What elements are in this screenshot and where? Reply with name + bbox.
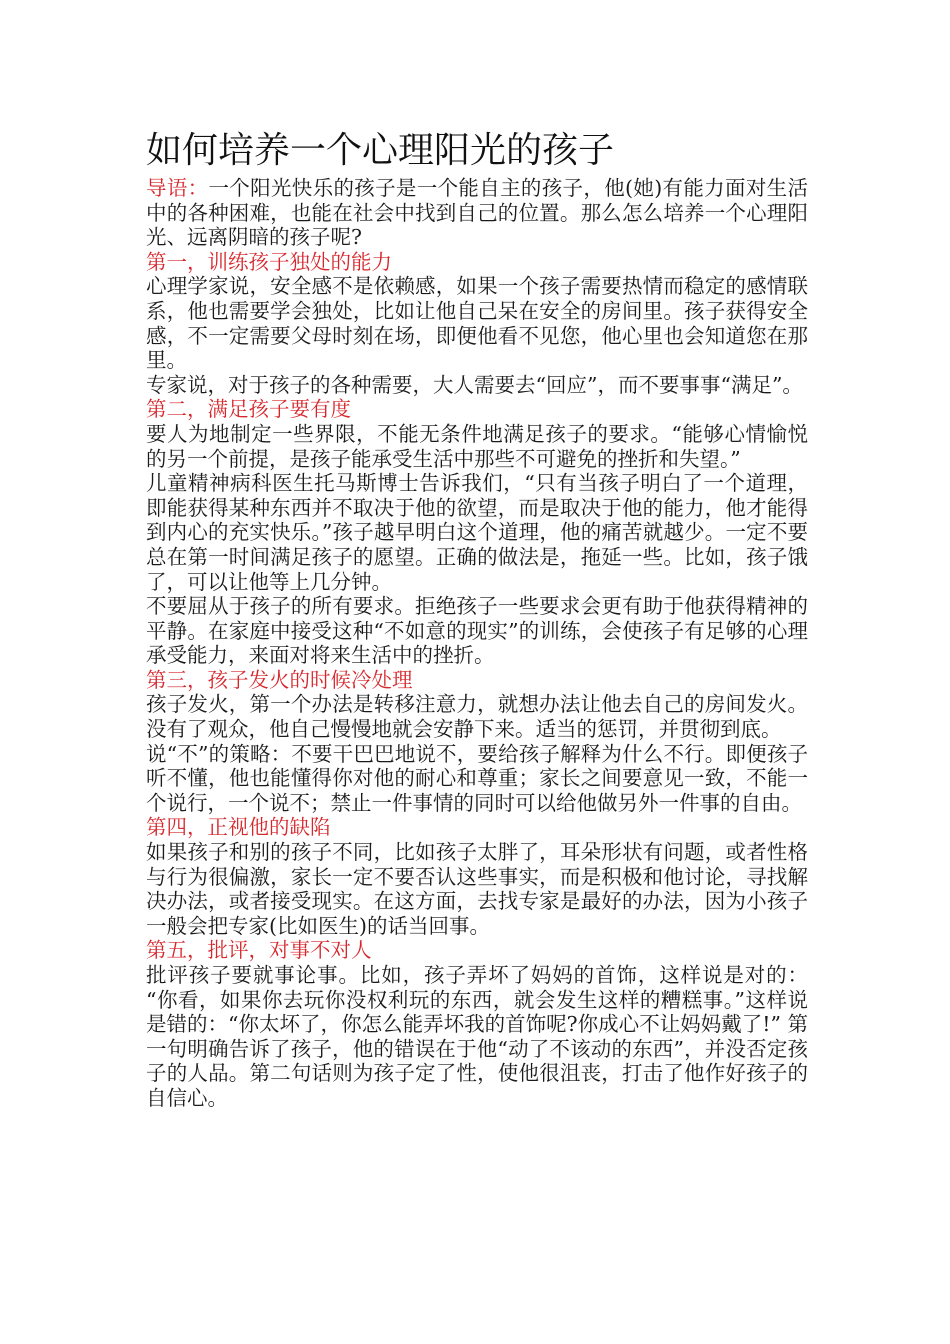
section-paragraph: 如果孩子和别的孩子不同，比如孩子太胖了，耳朵形状有问题，或者性格与行为很偏激，家长一定不要否认这些事实，而是积极和他讨论，寻找解决办法，或者接受现实。在这方面，去找专家是最好的办法，因为小孩子一般会把专家(比如医生)的话当回事。 bbox=[146, 840, 808, 938]
section-paragraph: 心理学家说，安全感不是依赖感，如果一个孩子需要热情而稳定的感情联系，他也需要学会独处，比如让他自己呆在安全的房间里。孩子获得安全感，不一定需要父母时刻在场，即便他看不见您，他心里也会知道您在那里。 bbox=[146, 274, 808, 373]
section-heading: 第四，正视他的缺陷 bbox=[146, 815, 331, 840]
document-body bbox=[146, 128, 808, 1111]
section-paragraph: 说“不”的策略：不要干巴巴地说不，要给孩子解释为什么不行。即便孩子听不懂，他也能懂得你对他的耐心和尊重；家长之间要意见一致，不能一个说行，一个说不；禁止一件事情的同时可以给他做另外一件事的自由。 bbox=[146, 741, 808, 815]
intro-paragraph bbox=[146, 176, 808, 250]
section-5 bbox=[146, 938, 808, 1110]
section-4 bbox=[146, 815, 808, 938]
intro-label: 导语： bbox=[146, 176, 209, 200]
intro-text: 一个阳光快乐的孩子是一个能自主的孩子，他(她)有能力面对生活中的各种困难，也能在社会中找到自己的位置。那么怎么培养一个心理阳光、远离阴暗的孩子呢? bbox=[146, 176, 808, 250]
section-paragraph: 孩子发火，第一个办法是转移注意力，就想办法让他去自己的房间发火。没有了观众，他自己慢慢地就会安静下来。适当的惩罚，并贯彻到底。 bbox=[146, 692, 808, 742]
section-heading: 第一，训练孩子独处的能力 bbox=[146, 249, 392, 274]
section-2 bbox=[146, 397, 808, 668]
section-paragraph: 不要屈从于孩子的所有要求。拒绝孩子一些要求会更有助于他获得精神的平静。在家庭中接受这种“不如意的现实”的训练，会使孩子有足够的心理承受能力，来面对将来生活中的挫折。 bbox=[146, 594, 808, 668]
section-paragraph: 要人为地制定一些界限，不能无条件地满足孩子的要求。“能够心情愉悦的另一个前提，是孩子能承受生活中那些不可避免的挫折和失望。” bbox=[146, 421, 808, 471]
section-heading: 第二，满足孩子要有度 bbox=[146, 397, 351, 422]
section-3 bbox=[146, 668, 808, 816]
section-paragraph: 批评孩子要就事论事。比如，孩子弄坏了妈妈的首饰，这样说是对的： “你看，如果你去玩你没权利玩的东西，就会发生这样的糟糕事。”这样说是错的：“你太坏了，你怎么能弄坏我的首饰呢?你成心不让妈妈戴了!” 第一句明确告诉了孩子，他的错误在于他“动了不该动的东西”，并没否定孩子的人品。第二句话则为孩子定了性，使他很沮丧，打击了他作好孩子的自信心。 bbox=[146, 963, 808, 1110]
page-title: 如何培养一个心理阳光的孩子 bbox=[146, 130, 615, 171]
section-heading: 第五，批评，对事不对人 bbox=[146, 938, 372, 963]
section-paragraph: 专家说，对于孩子的各种需要，大人需要去“回应”，而不要事事“满足”。 bbox=[146, 372, 803, 397]
section-paragraph: 儿童精神病科医生托马斯博士告诉我们，“只有当孩子明白了一个道理，即能获得某种东西并不取决于他的欲望，而是取决于他的能力，他才能得到内心的充实快乐。”孩子越早明白这个道理，他的痛苦就越少。一定不要总在第一时间满足孩子的愿望。正确的做法是，拖延一些。比如，孩子饿了，可以让他等上几分钟。 bbox=[146, 471, 808, 594]
section-heading: 第三，孩子发火的时候冷处理 bbox=[146, 667, 413, 692]
section-1 bbox=[146, 250, 808, 398]
